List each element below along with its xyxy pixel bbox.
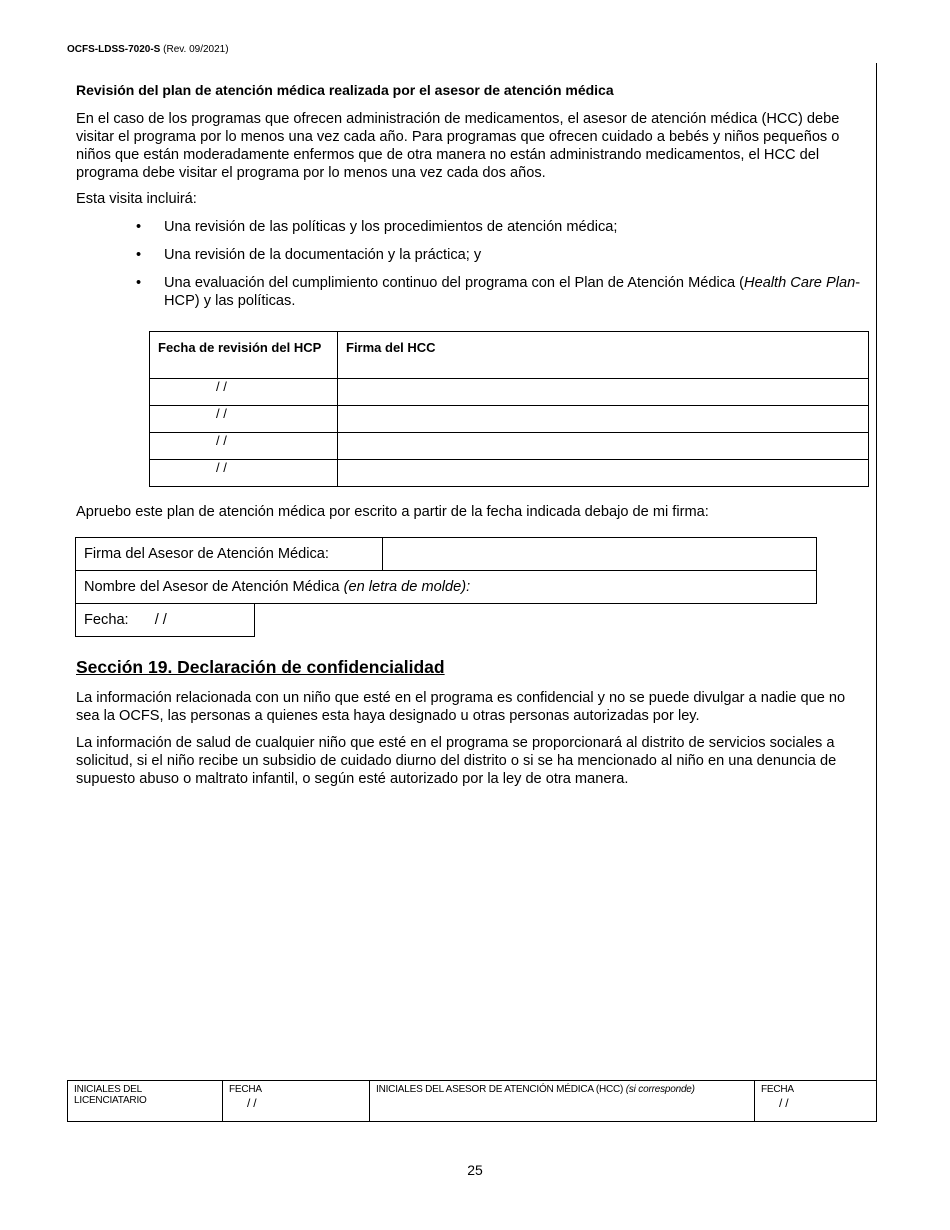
hcc-initials-label: INICIALES DEL ASESOR DE ATENCIÓN MÉDICA (HCC) [376,1084,626,1095]
date-slashes: / / [154,612,167,628]
hcc-signature-field[interactable] [338,433,869,460]
bullet-glyph: • [136,275,142,291]
table-row [76,571,817,604]
list-item [76,218,876,236]
hcc-signature-field[interactable] [338,379,869,406]
table-row [150,433,869,460]
review-intro: En el caso de los programas que ofrecen administración de medicamentos, el asesor de atención médica (HCC) debe visitar el programa por lo menos una vez cada año. Para programas que ofrecen cuidado a bebés y niños pequeños o niños que están moderadamente enfermos que de otra manera no están administrando medicamentos, el HCC del programa debe visitar el programa por lo menos una vez cada dos años. [76,111,840,181]
bullet-text-post: -HCP) y las políticas. [164,275,861,309]
date-label: FECHA [761,1084,794,1095]
approval-statement: Apruebo este plan de atención médica por escrito a partir de la fecha indicada debajo de mi firma: [76,504,709,520]
page-number: 25 [467,1162,483,1178]
bullet-glyph: • [136,219,142,235]
initials-footer-table [67,1080,877,1122]
bullet-text: Una revisión de la documentación y la práctica; y [164,247,482,263]
header-review-date: Fecha de revisión del HCP [150,332,338,379]
margin-rule [876,63,877,1117]
confidentiality-paragraph-1: La información relacionada con un niño que esté en el programa es confidencial y no se puede divulgar a nadie que no sea la OCFS, las personas a quienes esta haya designado u otras personas autorizadas por ley. [76,690,846,724]
section-19-title: Sección 19. Declaración de confidencialidad [76,657,445,677]
review-date-field[interactable]: / / [150,379,338,406]
bullet-glyph: • [136,247,142,263]
hcp-review-table [149,331,869,487]
approval-signature-table [75,537,817,604]
signature-field[interactable] [383,538,817,571]
name-hint: (en letra de molde): [343,579,471,595]
licensee-date-field[interactable] [223,1081,370,1122]
licensee-initials-label: INICIALES DEL LICENCIATARIO [74,1084,147,1106]
hcc-signature-field[interactable] [338,460,869,487]
signature-label: Firma del Asesor de Atención Médica: [76,538,383,571]
review-date-field[interactable]: / / [150,406,338,433]
name-label: Nombre del Asesor de Atención Médica [84,579,344,595]
table-row [68,1081,877,1122]
table-row [76,538,817,571]
bullet-text: Una revisión de las políticas y los procedimientos de atención médica; [164,219,618,235]
table-row [150,379,869,406]
visit-bullet-list [76,218,876,320]
form-identifier [67,44,229,55]
form-code: OCFS-LDSS-7020-S [67,44,161,55]
date-slashes: / / [779,1096,789,1110]
date-slashes: / / [247,1096,257,1110]
hcc-date-field[interactable] [755,1081,877,1122]
bullet-text-italic: Health Care Plan [744,275,856,291]
confidentiality-paragraph-2: La información de salud de cualquier niño que esté en el programa se proporcionará al distrito de servicios sociales a solicitud, si el niño recibe un subsidio de cuidado diurno del distrito o si se ha mencionado al niño en una denuncia de supuesto abuso o maltrato infantil, o según esté autorizado por la ley de otra manera. [76,735,837,787]
date-label: Fecha: [84,612,129,628]
table-header-row [150,332,869,379]
review-date-field[interactable]: / / [150,433,338,460]
table-row [150,460,869,487]
date-label: FECHA [229,1084,262,1095]
bullet-text-pre: Una evaluación del cumplimiento continuo del programa con el Plan de Atención Médica ( [164,275,745,291]
review-heading: Revisión del plan de atención médica realizada por el asesor de atención médica [76,82,614,98]
list-item [76,274,876,310]
review-date-field[interactable]: / / [150,460,338,487]
form-revision: (Rev. 09/2021) [163,44,229,55]
visit-label: Esta visita incluirá: [76,191,197,207]
hcc-initials-hint: (si corresponde) [625,1084,695,1095]
licensee-initials-field[interactable] [68,1081,223,1122]
hcc-initials-field[interactable] [370,1081,755,1122]
name-field[interactable] [76,571,817,604]
table-row [150,406,869,433]
approval-date-field[interactable] [75,604,255,637]
list-item [76,246,876,264]
hcc-signature-field[interactable] [338,406,869,433]
header-hcc-signature: Firma del HCC [338,332,869,379]
